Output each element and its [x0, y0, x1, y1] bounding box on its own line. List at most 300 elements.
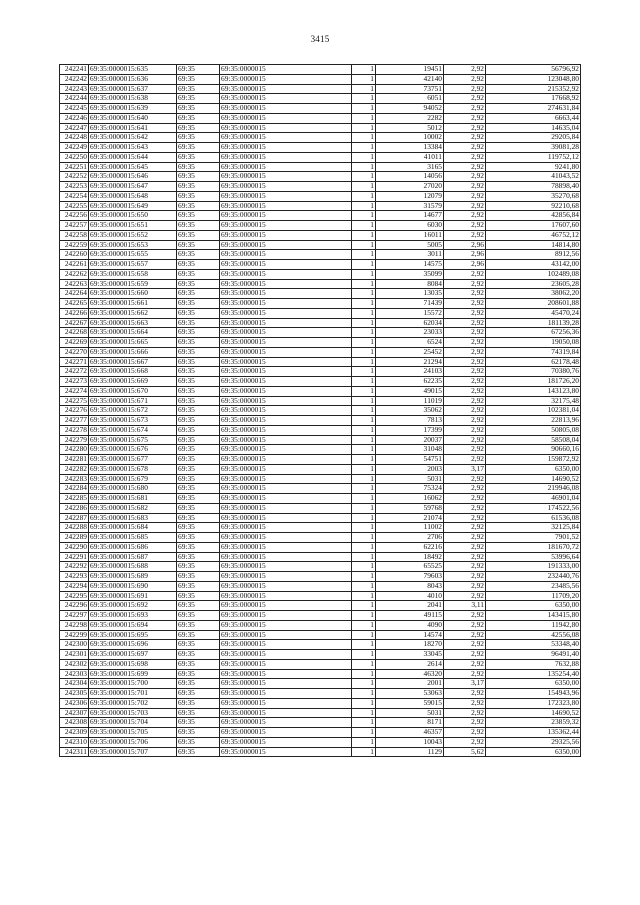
area-cell: 10002 — [376, 133, 444, 143]
cadastral-number-cell: 69:35:0000015:696 — [89, 640, 177, 650]
count-cell: 1 — [352, 464, 376, 474]
cadastral-number-cell: 69:35:0000015:693 — [89, 611, 177, 621]
region-code-cell: 69:35 — [177, 308, 220, 318]
cadastral-block-cell: 69:35:0000015 — [220, 74, 352, 84]
region-code-cell: 69:35 — [177, 513, 220, 523]
region-code-cell: 69:35 — [177, 338, 220, 348]
region-code-cell: 69:35 — [177, 640, 220, 650]
region-code-cell: 69:35 — [177, 630, 220, 640]
count-cell: 1 — [352, 74, 376, 84]
price-cell: 2,92 — [444, 513, 486, 523]
count-cell: 1 — [352, 143, 376, 153]
region-code-cell: 69:35 — [177, 533, 220, 543]
total-cell: 14690,52 — [486, 708, 581, 718]
table-row — [60, 377, 581, 387]
row-number-cell: 242245 — [60, 104, 89, 114]
cadastral-number-cell: 69:35:0000015:661 — [89, 299, 177, 309]
table-row — [60, 484, 581, 494]
price-cell: 2,92 — [444, 455, 486, 465]
table-row — [60, 523, 581, 533]
region-code-cell: 69:35 — [177, 572, 220, 582]
cadastral-number-cell: 69:35:0000015:677 — [89, 455, 177, 465]
price-cell: 2,92 — [444, 308, 486, 318]
total-cell: 6350,00 — [486, 464, 581, 474]
cadastral-number-cell: 69:35:0000015:672 — [89, 406, 177, 416]
table-row — [60, 347, 581, 357]
cadastral-number-cell: 69:35:0000015:638 — [89, 94, 177, 104]
area-cell: 17399 — [376, 425, 444, 435]
area-cell: 62034 — [376, 318, 444, 328]
count-cell: 1 — [352, 562, 376, 572]
area-cell: 42140 — [376, 74, 444, 84]
row-number-cell: 242311 — [60, 747, 89, 757]
count-cell: 1 — [352, 503, 376, 513]
count-cell: 1 — [352, 104, 376, 114]
total-cell: 14814,80 — [486, 240, 581, 250]
price-cell: 2,92 — [444, 84, 486, 94]
row-number-cell: 242289 — [60, 533, 89, 543]
count-cell: 1 — [352, 182, 376, 192]
table-row — [60, 367, 581, 377]
price-cell: 2,92 — [444, 152, 486, 162]
price-cell: 2,92 — [444, 484, 486, 494]
count-cell: 1 — [352, 406, 376, 416]
row-number-cell: 242241 — [60, 65, 89, 75]
row-number-cell: 242290 — [60, 542, 89, 552]
cadastral-number-cell: 69:35:0000015:649 — [89, 201, 177, 211]
region-code-cell: 69:35 — [177, 191, 220, 201]
cadastral-number-cell: 69:35:0000015:692 — [89, 601, 177, 611]
table-row — [60, 650, 581, 660]
cadastral-block-cell: 69:35:0000015 — [220, 123, 352, 133]
price-cell: 2,92 — [444, 572, 486, 582]
table-row — [60, 133, 581, 143]
cadastral-number-cell: 69:35:0000015:636 — [89, 74, 177, 84]
row-number-cell: 242278 — [60, 425, 89, 435]
count-cell: 1 — [352, 289, 376, 299]
area-cell: 71439 — [376, 299, 444, 309]
area-cell: 1129 — [376, 747, 444, 757]
cadastral-block-cell: 69:35:0000015 — [220, 523, 352, 533]
table-row — [60, 269, 581, 279]
total-cell: 6350,00 — [486, 601, 581, 611]
total-cell: 135362,44 — [486, 728, 581, 738]
region-code-cell: 69:35 — [177, 406, 220, 416]
price-cell: 2,92 — [444, 523, 486, 533]
cadastral-block-cell: 69:35:0000015 — [220, 659, 352, 669]
table-row — [60, 533, 581, 543]
price-cell: 2,92 — [444, 542, 486, 552]
row-number-cell: 242269 — [60, 338, 89, 348]
price-cell: 2,92 — [444, 708, 486, 718]
table-row — [60, 240, 581, 250]
area-cell: 14575 — [376, 260, 444, 270]
price-cell: 2,92 — [444, 533, 486, 543]
count-cell: 1 — [352, 279, 376, 289]
count-cell: 1 — [352, 718, 376, 728]
row-number-cell: 242288 — [60, 523, 89, 533]
region-code-cell: 69:35 — [177, 718, 220, 728]
table-row — [60, 386, 581, 396]
cadastral-number-cell: 69:35:0000015:705 — [89, 728, 177, 738]
count-cell: 1 — [352, 338, 376, 348]
count-cell: 1 — [352, 513, 376, 523]
cadastral-number-cell: 69:35:0000015:642 — [89, 133, 177, 143]
region-code-cell: 69:35 — [177, 416, 220, 426]
total-cell: 143123,80 — [486, 386, 581, 396]
area-cell: 5031 — [376, 474, 444, 484]
row-number-cell: 242242 — [60, 74, 89, 84]
count-cell: 1 — [352, 542, 376, 552]
price-cell: 2,92 — [444, 172, 486, 182]
price-cell: 2,92 — [444, 269, 486, 279]
cadastral-number-cell: 69:35:0000015:648 — [89, 191, 177, 201]
count-cell: 1 — [352, 377, 376, 387]
cadastral-number-cell: 69:35:0000015:665 — [89, 338, 177, 348]
count-cell: 1 — [352, 620, 376, 630]
count-cell: 1 — [352, 698, 376, 708]
total-cell: 154943,96 — [486, 689, 581, 699]
cadastral-block-cell: 69:35:0000015 — [220, 308, 352, 318]
cadastral-number-cell: 69:35:0000015:699 — [89, 669, 177, 679]
region-code-cell: 69:35 — [177, 74, 220, 84]
total-cell: 208601,88 — [486, 299, 581, 309]
cadastral-block-cell: 69:35:0000015 — [220, 338, 352, 348]
area-cell: 41011 — [376, 152, 444, 162]
table-row — [60, 611, 581, 621]
table-row — [60, 552, 581, 562]
region-code-cell: 69:35 — [177, 299, 220, 309]
cadastral-number-cell: 69:35:0000015:706 — [89, 737, 177, 747]
region-code-cell: 69:35 — [177, 601, 220, 611]
region-code-cell: 69:35 — [177, 747, 220, 757]
row-number-cell: 242244 — [60, 94, 89, 104]
total-cell: 7901,52 — [486, 533, 581, 543]
row-number-cell: 242271 — [60, 357, 89, 367]
row-number-cell: 242308 — [60, 718, 89, 728]
area-cell: 8084 — [376, 279, 444, 289]
cadastral-number-cell: 69:35:0000015:641 — [89, 123, 177, 133]
cadastral-block-cell: 69:35:0000015 — [220, 240, 352, 250]
count-cell: 1 — [352, 484, 376, 494]
table-row — [60, 328, 581, 338]
price-cell: 2,92 — [444, 503, 486, 513]
region-code-cell: 69:35 — [177, 152, 220, 162]
area-cell: 5012 — [376, 123, 444, 133]
region-code-cell: 69:35 — [177, 250, 220, 260]
table-row — [60, 620, 581, 630]
cadastral-number-cell: 69:35:0000015:689 — [89, 572, 177, 582]
cadastral-block-cell: 69:35:0000015 — [220, 669, 352, 679]
row-number-cell: 242264 — [60, 289, 89, 299]
row-number-cell: 242305 — [60, 689, 89, 699]
cadastral-number-cell: 69:35:0000015:695 — [89, 630, 177, 640]
row-number-cell: 242251 — [60, 162, 89, 172]
count-cell: 1 — [352, 416, 376, 426]
area-cell: 53063 — [376, 689, 444, 699]
row-number-cell: 242249 — [60, 143, 89, 153]
total-cell: 135254,40 — [486, 669, 581, 679]
row-number-cell: 242284 — [60, 484, 89, 494]
row-number-cell: 242276 — [60, 406, 89, 416]
cadastral-block-cell: 69:35:0000015 — [220, 406, 352, 416]
row-number-cell: 242280 — [60, 445, 89, 455]
region-code-cell: 69:35 — [177, 542, 220, 552]
cadastral-block-cell: 69:35:0000015 — [220, 221, 352, 231]
count-cell: 1 — [352, 591, 376, 601]
table-row — [60, 94, 581, 104]
price-cell: 2,92 — [444, 611, 486, 621]
table-row — [60, 435, 581, 445]
total-cell: 56796,92 — [486, 65, 581, 75]
table-row — [60, 689, 581, 699]
total-cell: 23605,28 — [486, 279, 581, 289]
count-cell: 1 — [352, 113, 376, 123]
cadastral-block-cell: 69:35:0000015 — [220, 299, 352, 309]
area-cell: 20037 — [376, 435, 444, 445]
row-number-cell: 242277 — [60, 416, 89, 426]
price-cell: 2,92 — [444, 620, 486, 630]
total-cell: 22813,96 — [486, 416, 581, 426]
table-row — [60, 162, 581, 172]
count-cell: 1 — [352, 240, 376, 250]
cadastral-block-cell: 69:35:0000015 — [220, 542, 352, 552]
count-cell: 1 — [352, 572, 376, 582]
region-code-cell: 69:35 — [177, 698, 220, 708]
row-number-cell: 242285 — [60, 494, 89, 504]
region-code-cell: 69:35 — [177, 728, 220, 738]
row-number-cell: 242272 — [60, 367, 89, 377]
count-cell: 1 — [352, 474, 376, 484]
cadastral-block-cell: 69:35:0000015 — [220, 474, 352, 484]
total-cell: 6350,00 — [486, 679, 581, 689]
price-cell: 2,92 — [444, 162, 486, 172]
count-cell: 1 — [352, 230, 376, 240]
cadastral-number-cell: 69:35:0000015:673 — [89, 416, 177, 426]
cadastral-block-cell: 69:35:0000015 — [220, 191, 352, 201]
count-cell: 1 — [352, 455, 376, 465]
row-number-cell: 242263 — [60, 279, 89, 289]
cadastral-block-cell: 69:35:0000015 — [220, 552, 352, 562]
count-cell: 1 — [352, 299, 376, 309]
price-cell: 2,92 — [444, 230, 486, 240]
cadastral-block-cell: 69:35:0000015 — [220, 182, 352, 192]
price-cell: 2,92 — [444, 299, 486, 309]
cadastral-block-cell: 69:35:0000015 — [220, 698, 352, 708]
cadastral-number-cell: 69:35:0000015:680 — [89, 484, 177, 494]
area-cell: 2614 — [376, 659, 444, 669]
total-cell: 14690,52 — [486, 474, 581, 484]
table-row — [60, 728, 581, 738]
table-row — [60, 601, 581, 611]
area-cell: 59768 — [376, 503, 444, 513]
area-cell: 23033 — [376, 328, 444, 338]
total-cell: 7632,88 — [486, 659, 581, 669]
cadastral-block-cell: 69:35:0000015 — [220, 484, 352, 494]
total-cell: 274631,84 — [486, 104, 581, 114]
cadastral-number-cell: 69:35:0000015:675 — [89, 435, 177, 445]
cadastral-block-cell: 69:35:0000015 — [220, 260, 352, 270]
table-row — [60, 659, 581, 669]
area-cell: 33045 — [376, 650, 444, 660]
cadastral-block-cell: 69:35:0000015 — [220, 737, 352, 747]
region-code-cell: 69:35 — [177, 347, 220, 357]
table-row — [60, 708, 581, 718]
price-cell: 2,92 — [444, 396, 486, 406]
row-number-cell: 242247 — [60, 123, 89, 133]
cadastral-block-cell: 69:35:0000015 — [220, 630, 352, 640]
area-cell: 2282 — [376, 113, 444, 123]
price-cell: 2,92 — [444, 718, 486, 728]
cadastral-number-cell: 69:35:0000015:694 — [89, 620, 177, 630]
region-code-cell: 69:35 — [177, 123, 220, 133]
price-cell: 2,92 — [444, 279, 486, 289]
total-cell: 43142,00 — [486, 260, 581, 270]
total-cell: 42856,84 — [486, 211, 581, 221]
count-cell: 1 — [352, 611, 376, 621]
row-number-cell: 242254 — [60, 191, 89, 201]
total-cell: 32125,84 — [486, 523, 581, 533]
area-cell: 7813 — [376, 416, 444, 426]
total-cell: 78898,40 — [486, 182, 581, 192]
cadastral-block-cell: 69:35:0000015 — [220, 494, 352, 504]
table-row — [60, 230, 581, 240]
price-cell: 2,92 — [444, 659, 486, 669]
cadastral-block-cell: 69:35:0000015 — [220, 172, 352, 182]
cadastral-number-cell: 69:35:0000015:640 — [89, 113, 177, 123]
price-cell: 2,92 — [444, 425, 486, 435]
total-cell: 181139,28 — [486, 318, 581, 328]
price-cell: 2,92 — [444, 191, 486, 201]
region-code-cell: 69:35 — [177, 503, 220, 513]
table-row — [60, 425, 581, 435]
cadastral-number-cell: 69:35:0000015:645 — [89, 162, 177, 172]
region-code-cell: 69:35 — [177, 182, 220, 192]
price-cell: 2,92 — [444, 104, 486, 114]
cadastral-block-cell: 69:35:0000015 — [220, 104, 352, 114]
area-cell: 21074 — [376, 513, 444, 523]
cadastral-block-cell: 69:35:0000015 — [220, 425, 352, 435]
cadastral-number-cell: 69:35:0000015:687 — [89, 552, 177, 562]
table-row — [60, 503, 581, 513]
cadastral-block-cell: 69:35:0000015 — [220, 435, 352, 445]
price-cell: 2,96 — [444, 240, 486, 250]
cadastral-number-cell: 69:35:0000015:666 — [89, 347, 177, 357]
row-number-cell: 242255 — [60, 201, 89, 211]
count-cell: 1 — [352, 347, 376, 357]
price-cell: 2,92 — [444, 562, 486, 572]
table-row — [60, 445, 581, 455]
row-number-cell: 242259 — [60, 240, 89, 250]
table-row — [60, 74, 581, 84]
price-cell: 2,92 — [444, 445, 486, 455]
price-cell: 2,92 — [444, 328, 486, 338]
region-code-cell: 69:35 — [177, 581, 220, 591]
cadastral-number-cell: 69:35:0000015:650 — [89, 211, 177, 221]
area-cell: 35099 — [376, 269, 444, 279]
cadastral-number-cell: 69:35:0000015:703 — [89, 708, 177, 718]
total-cell: 45470,24 — [486, 308, 581, 318]
table-row — [60, 113, 581, 123]
price-cell: 3,17 — [444, 679, 486, 689]
count-cell: 1 — [352, 367, 376, 377]
cadastral-block-cell: 69:35:0000015 — [220, 386, 352, 396]
price-cell: 2,92 — [444, 494, 486, 504]
price-cell: 2,92 — [444, 211, 486, 221]
price-cell: 2,92 — [444, 143, 486, 153]
count-cell: 1 — [352, 94, 376, 104]
count-cell: 1 — [352, 152, 376, 162]
area-cell: 94052 — [376, 104, 444, 114]
count-cell: 1 — [352, 659, 376, 669]
price-cell: 2,92 — [444, 318, 486, 328]
cadastral-block-cell: 69:35:0000015 — [220, 143, 352, 153]
total-cell: 17668,92 — [486, 94, 581, 104]
page-number: 3415 — [310, 34, 330, 44]
total-cell: 181670,72 — [486, 542, 581, 552]
area-cell: 62235 — [376, 377, 444, 387]
cadastral-number-cell: 69:35:0000015:697 — [89, 650, 177, 660]
total-cell: 61536,08 — [486, 513, 581, 523]
price-cell: 2,96 — [444, 260, 486, 270]
count-cell: 1 — [352, 308, 376, 318]
total-cell: 14635,04 — [486, 123, 581, 133]
region-code-cell: 69:35 — [177, 357, 220, 367]
cadastral-block-cell: 69:35:0000015 — [220, 708, 352, 718]
cadastral-block-cell: 69:35:0000015 — [220, 445, 352, 455]
cadastral-block-cell: 69:35:0000015 — [220, 747, 352, 757]
row-number-cell: 242246 — [60, 113, 89, 123]
row-number-cell: 242261 — [60, 260, 89, 270]
count-cell: 1 — [352, 123, 376, 133]
cadastral-number-cell: 69:35:0000015:668 — [89, 367, 177, 377]
cadastral-number-cell: 69:35:0000015:652 — [89, 230, 177, 240]
total-cell: 119752,12 — [486, 152, 581, 162]
region-code-cell: 69:35 — [177, 689, 220, 699]
row-number-cell: 242293 — [60, 572, 89, 582]
area-cell: 12079 — [376, 191, 444, 201]
cadastral-number-cell: 69:35:0000015:686 — [89, 542, 177, 552]
region-code-cell: 69:35 — [177, 84, 220, 94]
row-number-cell: 242262 — [60, 269, 89, 279]
count-cell: 1 — [352, 133, 376, 143]
cadastral-number-cell: 69:35:0000015:655 — [89, 250, 177, 260]
total-cell: 215352,92 — [486, 84, 581, 94]
total-cell: 8912,56 — [486, 250, 581, 260]
table-row — [60, 406, 581, 416]
total-cell: 172323,80 — [486, 698, 581, 708]
total-cell: 35270,68 — [486, 191, 581, 201]
table-row — [60, 182, 581, 192]
area-cell: 6051 — [376, 94, 444, 104]
table-row — [60, 416, 581, 426]
cadastral-number-cell: 69:35:0000015:671 — [89, 396, 177, 406]
total-cell: 50805,08 — [486, 425, 581, 435]
table-row — [60, 640, 581, 650]
price-cell: 3,17 — [444, 464, 486, 474]
area-cell: 46357 — [376, 728, 444, 738]
row-number-cell: 242265 — [60, 299, 89, 309]
count-cell: 1 — [352, 328, 376, 338]
table-row — [60, 308, 581, 318]
price-cell: 3,11 — [444, 601, 486, 611]
total-cell: 96491,40 — [486, 650, 581, 660]
price-cell: 2,92 — [444, 357, 486, 367]
row-number-cell: 242307 — [60, 708, 89, 718]
total-cell: 38062,20 — [486, 289, 581, 299]
count-cell: 1 — [352, 269, 376, 279]
cadastral-number-cell: 69:35:0000015:657 — [89, 260, 177, 270]
